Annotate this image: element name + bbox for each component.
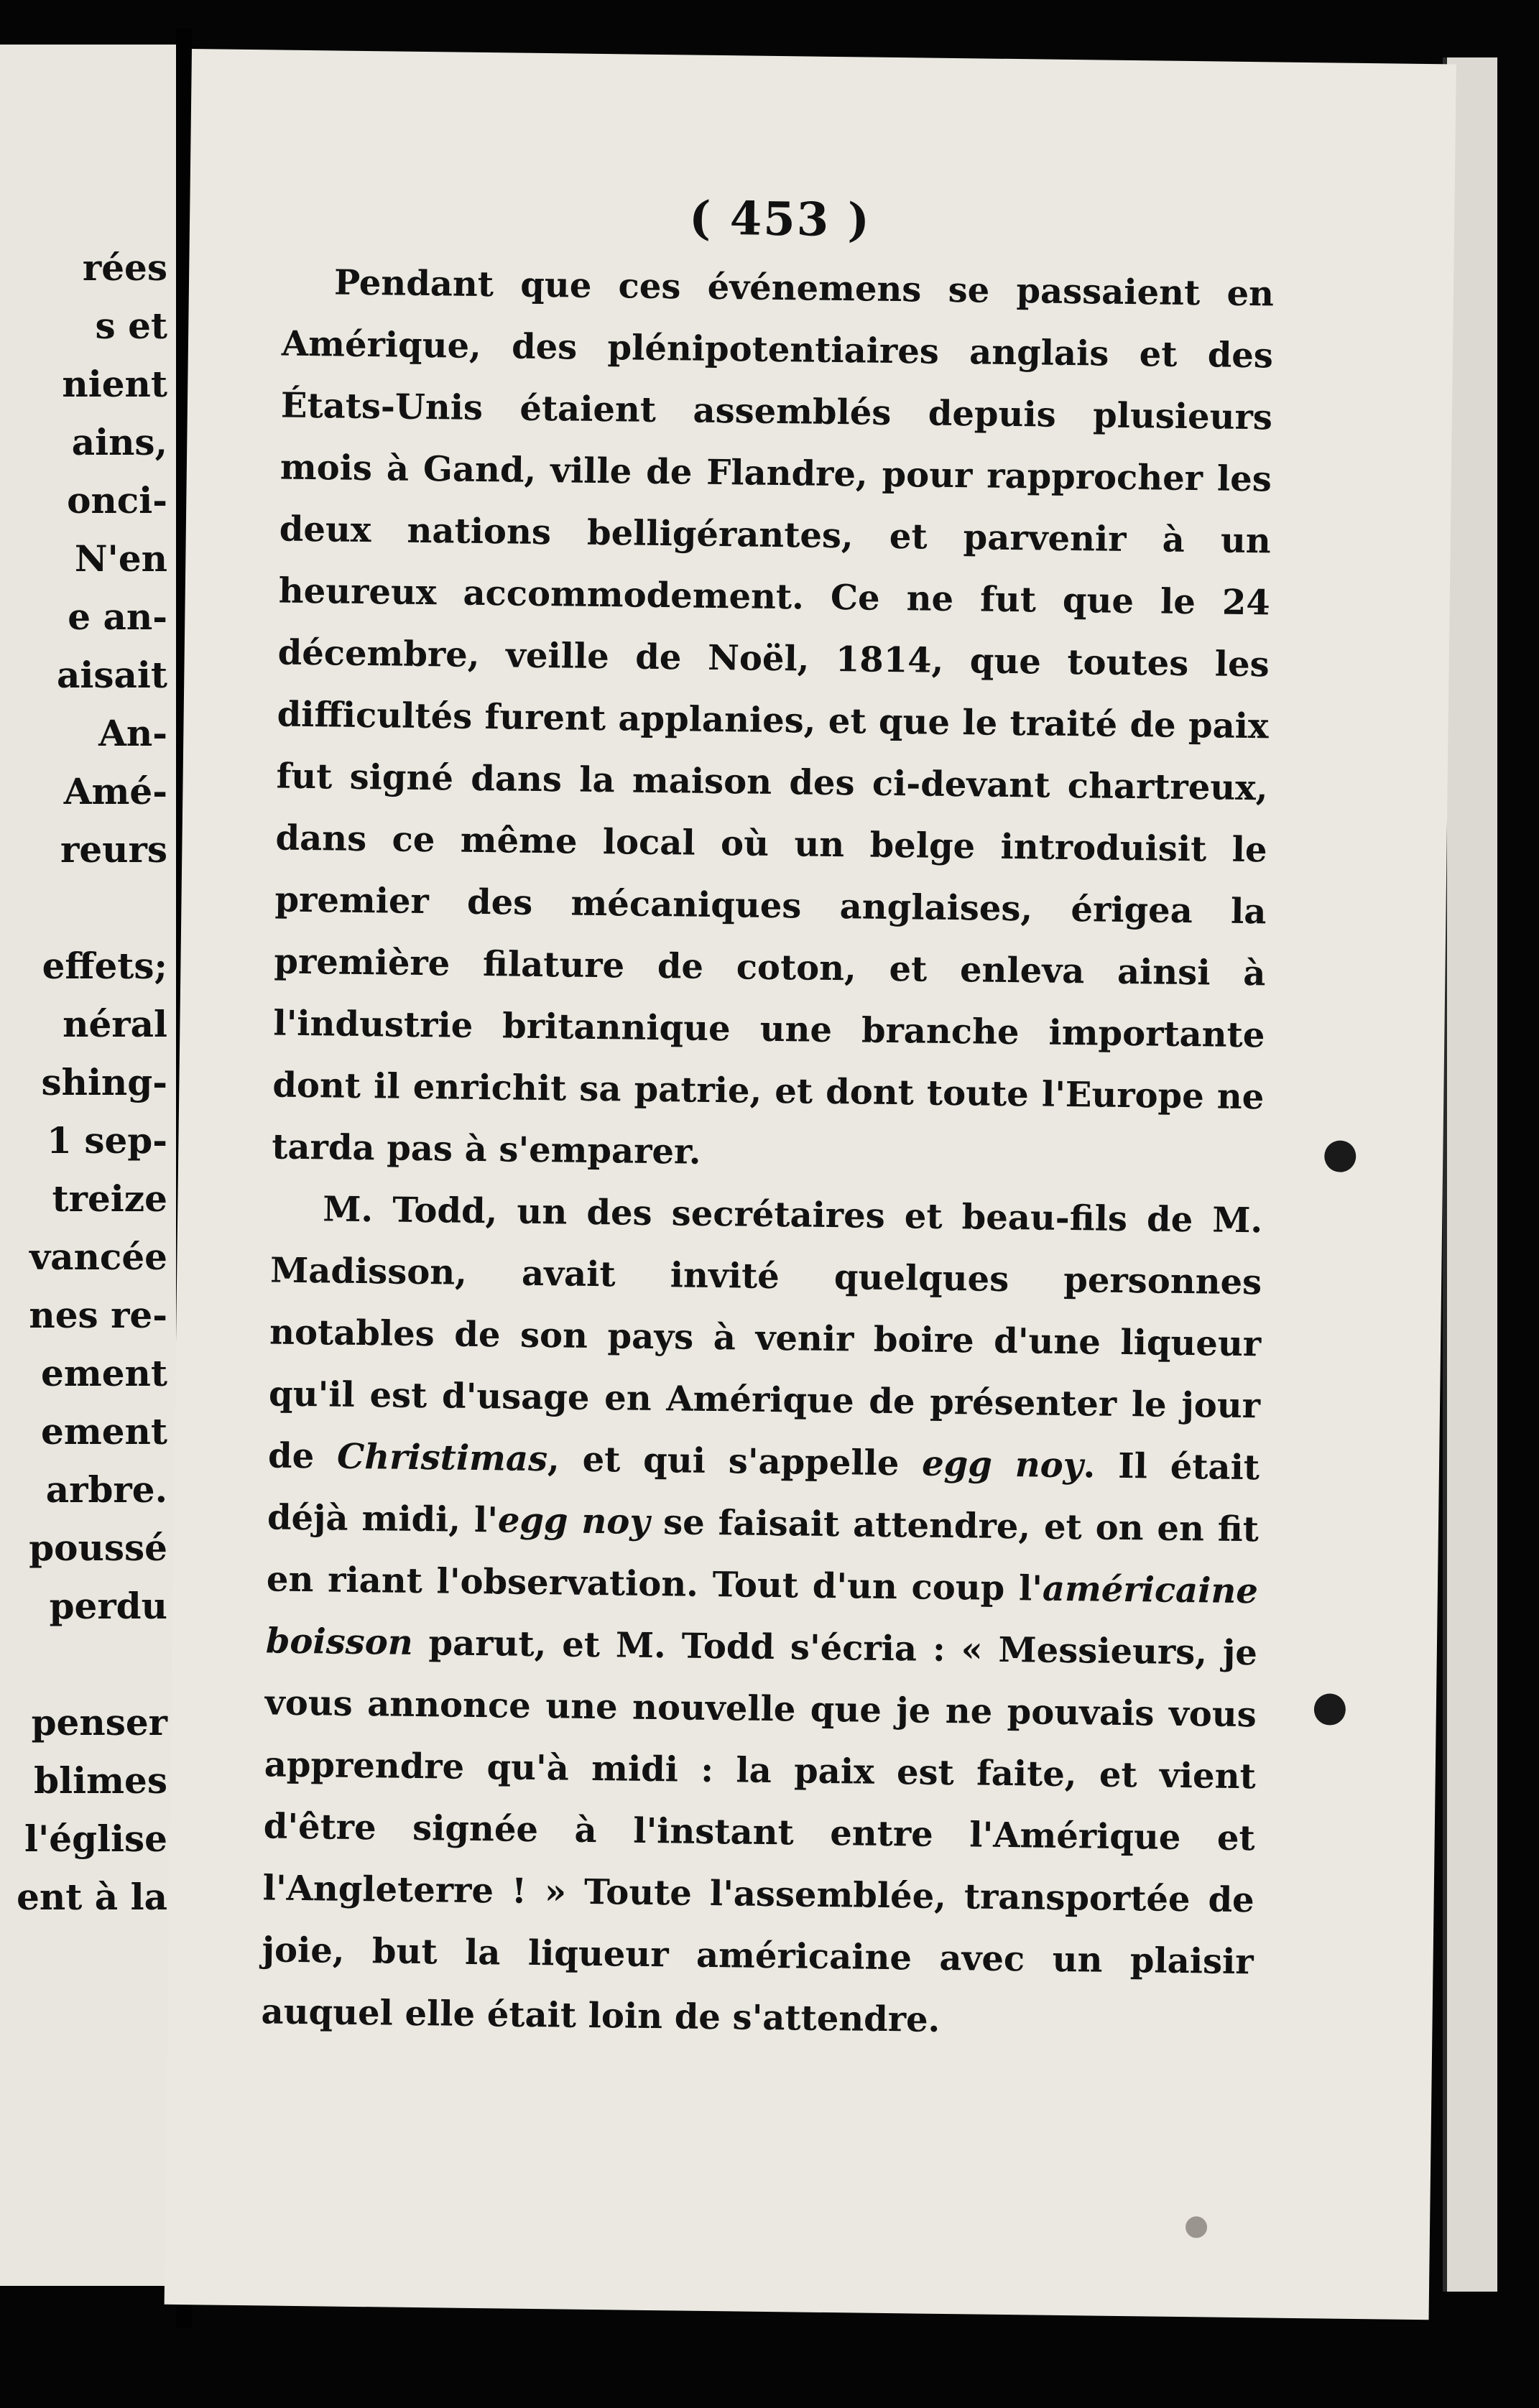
ink-stain <box>1186 2216 1207 2238</box>
left-page-line: treize <box>52 1177 167 1220</box>
left-page-line: 1 sep- <box>47 1119 167 1162</box>
left-page <box>0 45 176 2286</box>
left-page-line: penser <box>31 1701 167 1744</box>
paragraph-2-text: , et qui s'appelle <box>547 1439 923 1484</box>
left-page-line: ains, <box>71 421 167 463</box>
left-page-line <box>0 1635 176 1693</box>
body-text <box>261 251 1274 2055</box>
italic-term: egg noy <box>921 1443 1083 1486</box>
right-page <box>165 49 1456 2320</box>
left-page-line: poussé <box>29 1527 167 1569</box>
paragraph-2-text: . Il était déjà midi, l' <box>267 1445 1260 1541</box>
left-page-line: blimes <box>34 1759 167 1802</box>
page-number: ( 453 ) <box>688 191 872 248</box>
left-page-line: nient <box>62 363 167 405</box>
left-page-line: ent à la <box>17 1876 167 1918</box>
left-page-line: ement <box>41 1410 167 1453</box>
left-page-line: rées <box>82 246 167 289</box>
ink-stain <box>1324 1140 1357 1172</box>
italic-term: américaine boisson <box>265 1568 1259 1663</box>
left-page-text <box>0 239 176 1926</box>
italic-term: egg noy <box>497 1500 650 1542</box>
left-page-line <box>0 879 176 937</box>
left-page-line: s et <box>95 305 167 347</box>
left-page-line: An- <box>98 712 167 754</box>
left-page-line: vancée <box>29 1236 167 1278</box>
left-page-line: nes re- <box>29 1294 167 1336</box>
left-page-line: shing- <box>41 1061 167 1103</box>
paragraph-2-text: se faisait attendre, et on en fit en riant l'observation. Tout d'un coup l' <box>266 1501 1260 1609</box>
left-page-line: onci- <box>67 479 167 522</box>
left-page-line: ement <box>41 1352 167 1394</box>
left-page-line: arbre. <box>45 1468 167 1511</box>
paragraph-2-text: parut, et M. Todd s'écria : « Messieurs, je vous annonce une nouvelle que je ne pouvais vous apprendre qu'à midi : la paix est faite, et vient d'être signée à l'instant entre l'Amérique et l'Angleterre ! » Toute l'assemblée, transportée de joie, but la liqueur américaine avec un plaisir auquel elle était loin de s'attendre. <box>261 1622 1258 2040</box>
left-page-line: l'église <box>24 1817 167 1860</box>
paragraph-2 <box>261 1177 1263 2055</box>
left-page-line: effets; <box>42 945 167 987</box>
paragraph-2-text: M. Todd, un des secrétaires et beau-fils de M. Madisson, avait invité quelques personnes notables de son pays à venir boire d'une liqueur qu'il est d'usage en Amérique de présenter le jour de <box>267 1189 1263 1477</box>
left-page-line: Amé- <box>63 770 167 812</box>
paragraph-1: Pendant que ces événemens se passaient en Amérique, des plénipotentiaires anglais et des États-Unis étaient assemblés depuis plusieurs mois à Gand, ville de Flandre, pour rapprocher les deux nations belligérantes, et parvenir à un heureux accommodement. Ce ne fut que le 24 décembre, veille de Noël, 1814, que toutes les difficultés furent applanies, et que le traité de paix fut signé dans la maison des ci-devant chartreux, dans ce même local où un belge introduisit le premier des mécaniques anglaises, érigea la première filature de coton, et enleva ainsi à l'industrie britannique une branche importante dont il enrichit sa patrie, et dont toute l'Europe ne tarda pas à s'emparer. <box>271 262 1275 1172</box>
ink-stain <box>1314 1693 1346 1726</box>
left-page-line: néral <box>63 1003 167 1045</box>
left-page-line: perdu <box>49 1585 167 1627</box>
left-page-line: reurs <box>60 828 167 871</box>
left-page-line: e an- <box>68 596 167 638</box>
left-page-line: aisait <box>56 654 167 696</box>
italic-term: Christimas <box>336 1436 548 1480</box>
left-page-line: N'en <box>74 537 167 580</box>
